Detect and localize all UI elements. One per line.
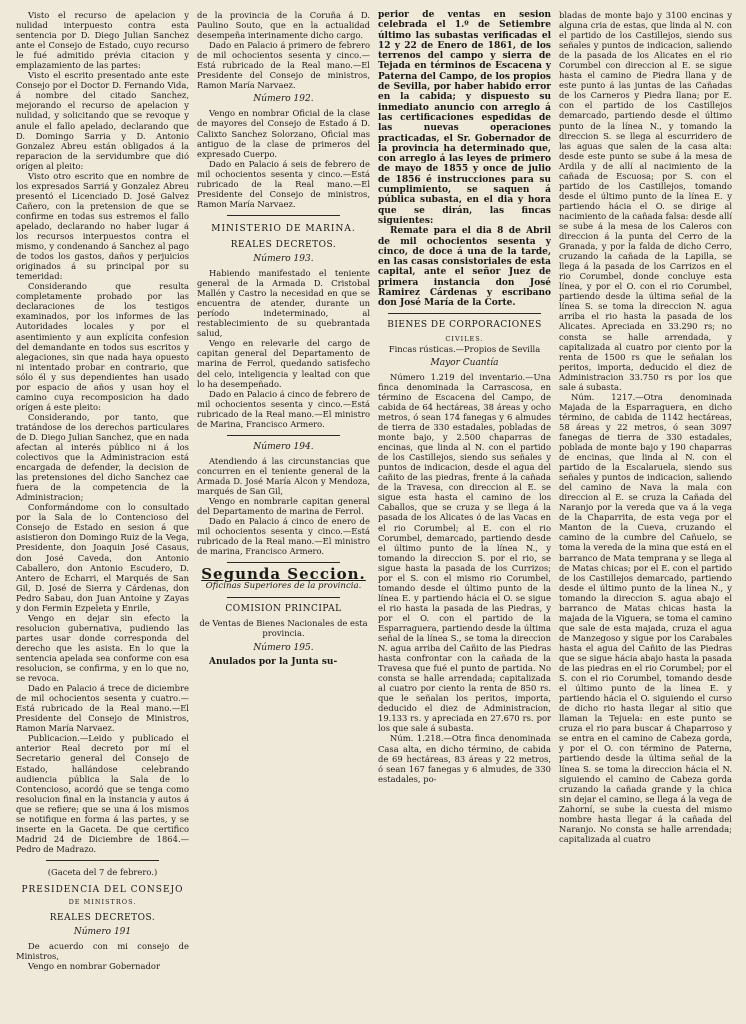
paragraph: Dado en Palacio á primero de febrero de mil ochocientos sesenta y cinco.—Está rubricado de la Real mano.—El Presidente del Consejo de ministros, Ramon María Narvaez. <box>197 40 370 91</box>
paragraph: Vengo en dejar sin efecto la resolucion gubernativa, pudiendo las partes usar donde corresponda del derecho que les asista. En lo que la sentencia apelada sea conforme con esa resolucion, se confirma, y en lo que no, se revoca. <box>16 612 189 684</box>
column-1 <box>16 10 189 1022</box>
paragraph: Núm. 1217.—Otra denominada Majada de la Esparraguera, en dicho término, de cabida de 1142 hectáreas, 58 áreas y 22 metros, ó sean 3097 fanegas de tierra de 330 estadales, poblada de monte bajo y 190 chaparras de encinas, que linda al N. con el partido de la Escalaruela, siendo sus señales y puntos de indicacion, saliendo del camino de Nava la mala con direccion al E. se cruza la Cañada del Naranjo por la vereda que va á la vega de la Chaparrita, de esta vega por el Manton de la Cueva, cruzando el camino de la cumbre del Cañuelo, se toma la vereda de la mina que está en el barranco de Mata temprana y se llega al de Matas chicas; por el E. con el partido de los Castillejos demarcado, partiendo desde el último punto de la línea N., y tomando la direccion S. agua abajo el barranco de Matas chicas hasta la majada de la Viguera, se toma el camino que sale de esta majada, cruza el agua de Manzegoso y sigue por los Carabales hasta el agua del Cañito de las Piedras que se sigue hácia abajo hasta la pasada de las piedras en el rio Corumbel; por el S. con el rio Corumbel, tomando desde el último punto de la línea E. y partiendo hácia el O. siguiendo el curso de dicho rio hasta llegar al sitio que llaman la Tejuela: en este punto se cruza el rio para buscar á Chaparroso y se entra en el camino de Cabeza gorda, y por el O. con término de Paterna, partiendo desde la última señal de la línea S. se toma la direccion hácia el N. siguiendo el camino de Cabeza gorda cruzando la cañada grande y la chica sin dejar el camino, se llega á la vega de Zahorní, se sube la cuesta del mismo nombre hasta llegar á la cañada del Naranjo. No consta se halle arrendada; capitalizada al cuatro <box>559 391 732 844</box>
paragraph: Atendiendo á las circunstancias que concurren en el teniente general de la Armada D. José María Alcon y Mendoza, marqués de San Gil, <box>197 455 370 496</box>
paragraph: Dado en Palacio á seis de febrero de mil ochocientos sesenta y cinco.—Está rubricado de la Real mano.—El Presidente del Consejo de ministros, Ramon María Narvaez. <box>197 158 370 209</box>
paragraph: Dado en Palacio á cinco de febrero de mil ochocientos sesenta y cinco.—Está rubricado de la Real mano.—El ministro de Marina, Francisco Armero. <box>197 388 370 429</box>
column-3 <box>378 10 551 1022</box>
bold-paragraph: Remate para el dia 8 de Abril de mil ochocientos sesenta y cinco, de doce á una de la tarde, en las casas consistoriales de esta capital, ante el señor Juez de primera instancia don José Ramirez Cárdenas y escribano don José María de la Corte. <box>378 226 551 309</box>
paragraph: Habiendo manifestado el teniente general de la Armada D. Cristobal Mallén y Castro la necesidad en que se encuentra de atender, durante un período indeterminado, al restablecimiento de su quebrantada salud, <box>197 268 370 339</box>
section-subtitle: Oficinas Superiores de la provincia. <box>205 581 362 592</box>
paragraph: Visto el escrito presentado ante este Consejo por el Doctor D. Fernando Vida, á nombre del citado Sanchez, mejorando el recurso de apelacion y nulidad, y solicitando que se revoque y anule el fallo apelado, declarando que D. Domingo Sarria y D. Antonio Gonzalez Abreu están obligados á la reparacion de la servidumbre que dió orígen al pleito: <box>16 70 189 171</box>
section-title: Segunda Seccion. <box>201 565 366 584</box>
decree-number: Número 194. <box>253 441 314 452</box>
paragraph: Núm. 1.218.—Otra finca denominada Casa alta, en dicho término, de cabida de 69 hectáreas, 83 áreas y 22 metros, ó sean 167 fanegas y 6 almudes, de 330 estadales, po- <box>378 733 551 784</box>
paragraph: Considerando que resulta completamente probado por las declaraciones de los testigos examinados, por los informes de las Autoridades locales y por el asentimiento y aun explícita confesion del demandante en todos sus escritos y alegaciones, sin que nada haya opuesto ni intentado probar en contrario, que sólo él y sus dependientes han usado por espacio de años y usan hoy el camino cuya recomposicion ha dado orígen á este pleito: <box>16 281 189 412</box>
paragraph: De acuerdo con mi consejo de Ministros, <box>16 941 189 962</box>
paragraph: Vengo en nombrar Oficial de la clase de mayores del Consejo de Estado á D. Calixto Sanchez Solorzano, Oficial mas antiguo de la clase de primeros del expresado Cuerpo. <box>197 108 370 159</box>
decree-number: Mayor Cuantía <box>430 357 499 368</box>
paragraph: Conformándome con lo consultado por la Sala de lo Contencioso del Consejo de Estado en sesion á que asistieron don Domingo Ruiz de la Vega, Presidente, don Joaquin José Casaus, don José Caveda, don Antonio Caballero, don Antonio Escudero, D. Antero de Echarri, el Marqués de San Gil, D. José de Sierra y Cárdenas, don Pedro Sabau, don Juan Antoine y Zayas y don Fermin Ezpeleta y Enrile, <box>16 502 189 613</box>
divider-rule <box>46 860 159 861</box>
paragraph: Vengo en relevarle del cargo de capitan general del Departamento de marina de Ferrol, quedando satisfecho del celo, inteligencia y lealtad con que lo ha desempeñado. <box>197 338 370 389</box>
paragraph: Vengo en nombrarle capitan general del Departamento de marina de Ferrol. <box>197 496 370 517</box>
decree-number: Número 193. <box>253 253 314 264</box>
paragraph: Dado en Palacio á trece de diciembre de mil ochocientos sesenta y cuatro.—Está rubricado de la Real mano.—El Presidente del Consejo de Ministros, Ramon María Narvaez. <box>16 683 189 734</box>
paragraph: Publicacion.—Leido y publicado el anterior Real decreto por mí el Secretario general del Consejo de Estado, hallándose celebrando audiencia pública la Sala de lo Contencioso, acordó que se tenga como resolucion final en la instancia y autos á que se refiere; que se una á los mismos se notifique en forma á las partes, y se inserte en la Gaceta. De que certifico Madrid 24 de Diciembre de 1864.—Pedro de Madrazo. <box>16 733 189 854</box>
divider-rule <box>227 435 340 436</box>
decree-number: Número 195. <box>253 642 314 653</box>
paragraph: Dado en Palacio á cinco de enero de mil ochocientos sesenta y cinco.—Está rubricado de la Real mano.—El ministro de marina, Francisco Armero. <box>197 516 370 557</box>
bold-paragraph: Anulados por la Junta su- <box>209 656 338 667</box>
centered-line: Fincas rústicas.—Propios de Sevilla <box>388 343 541 354</box>
decree-number: Número 191 <box>73 927 132 938</box>
section-heading: BIENES DE CORPORACIONES <box>387 319 542 330</box>
bold-paragraph-continued: perior de ventas en sesion celebrada el 1.º de Setiembre último las subastas verificadas el 12 y 22 de Enero de 1861, de los terrenos del campo y sierra de Tejada en términos de Escacena y Paterna del Campo, de los propios de Sevilla, por haber habido error en la cabida; y dispuesto su inmediato anuncio con arreglo á las certificaciones espedidas de las nuevas operaciones practicadas, el Sr. Gobernador de la provincia ha determinado que, con arreglo á las leyes de primero de mayo de 1855 y once de julio de 1856 é instrucciones para su cumplimiento, se saquen á pública subasta, en el dia y hora que se dirán, las fincas siguientes: <box>378 10 551 226</box>
section-heading: REALES DECRETOS. <box>49 913 156 924</box>
paragraph-continued: bladas de monte bajo y 3100 encinas y alguna cria de estas, que linda al N. con el partido de los Castillejos, siendo sus señales y puntos de indicacion, saliendo de la pasada de los Alicates en el rio Corumbel con direccion al E. se sigue hasta el camino de Piedra llana y de este punto á las juntas de las Cañadas de los Carneros y Piedra llana; por E. con el partido de los Castillejos demarcado, partiendo desde el último punto de la línea N., y tomando la direccion S. se llega al escurridero de las aguas que salen de la casa alta: desde este punto se sube á la mesa de Ardila y de allí al nacimiento de la cañada de Escuosa; por S. con el partido de los Castillejos, tomando desde el último punto de la línea E. y partiendo hácia el O. se dirige al nacimiento de la cañada falsa: desde allí se sube á la mesa de los Caleros con direccion á la punta del Cerro de la Granada, y por la falda de dicho Cerro, cruzando la cañada de la Lapilla, se llega á la pasada de los Carrizos en el rio Corumbel, donde concluye esta línea, y por el O. con el rio Corumbel, partiendo desde la última señal de la línea S. se toma la direccion N. agua arriba el rio hasta la pasada de los Alicates. Apreciada en 33.290 rs; no consta se halle arrendada, y capitalizada al cuatro por ciento por la renta de 1500 rs que le señalan los peritos, importa, deducido el diez de Administracion 33.750 rs por los que sale á subasta. <box>559 10 732 392</box>
centered-line: (Gaceta del 7 de febrero.) <box>47 866 158 877</box>
section-heading: REALES DECRETOS. <box>230 239 337 250</box>
paragraph: Visto el recurso de apelacion y nulidad interpuesto contra esta sentencia por D. Diego Julian Sanchez ante el Consejo de Estado, cuyo recurso le fué admitido prévia citacion y emplazamiento de las partes: <box>16 10 189 71</box>
divider-rule <box>227 215 340 216</box>
divider-rule <box>388 313 541 314</box>
column-4 <box>559 10 732 1022</box>
centered-line: de Ventas de Bienes Nacionales de esta provincia. <box>199 618 368 639</box>
paragraph: Considerando, por tanto, que tratándose de los derechos particulares de D. Diego Julian Sanchez, que en nada afectan al interés público ni á los colectivos que la Administracion está encargada de defender, la decision de las pretensiones del dicho Sanchez cae fuera de la competencia de la Administracion; <box>16 411 189 503</box>
paragraph-continued: de la provincia de la Coruña á D. Paulino Souto, que en la actualidad desempeña interinamente dicho cargo. <box>197 10 370 41</box>
divider-rule <box>227 597 340 598</box>
paragraph: Número 1.219 del inventario.—Una finca denominada la Carrascosa, en término de Escacena del Campo, de cabida de 64 hectáreas, 38 áreas y ocho metros, ó sean 174 fanegas y 6 almudes de tierra de 330 estadales, pobladas de monte bajo, y 2.500 chaparras de encinas, que linda al N. con el partido de los Castillejos, siendo sus señales y puntos de indicacion, desde el agua del cañito de las piedras, frente á la cañada de la Travesa, con direccion al E. se sigue esta hasta el camino de los Caballos, que se cruza y se llega á la pasada de los Alicates ó de las Vacas en el rio Corumbel; al E. con el rio Corumbel, demarcado, partiendo desde el último punto de la línea N., y tomando la direccion S. por el rio, se sigue hasta la pasada de los Currizos; por el S. con el mismo rio Corumbel, tomando desde el último punto de la línea E. y partiendo hácia el O. se sigue el rio hasta la pasada de las Piedras, y por el O. con el partido de la Esparraguera, partiendo desde la última señal de la línea S., se toma la direccion N. agua arriba del Cañito de las Piedras hasta confrontar con la cañada de la Travesa que fué el punto de partida. No consta se halle arrendada; capitalizada al cuatro por ciento la renta de 850 rs. que le señalan los peritos, importa, deducido el diez de Administracion, 19.133 rs. y apreciada en 27.670 rs. por los que sale á subasta. <box>378 371 551 734</box>
small-caps-line: CIVILES. <box>445 334 484 343</box>
divider-rule <box>227 562 340 563</box>
ministry-subheading: DE MINISTROS. <box>68 898 137 907</box>
section-heading: COMISION PRINCIPAL <box>225 604 342 615</box>
paragraph: Vengo en nombrar Gobernador <box>28 961 160 972</box>
column-2 <box>197 10 370 1022</box>
paragraph: Visto otro escrito que en nombre de los expresados Sarriá y Gonzalez Abreu presentó el Licenciado D. José Galvez Cañero, con la pretension de que se confirme en todas sus estremos el fallo apelado, declarando no haber lugar á los recursos interpuestos contra el mismo, y condenando á Sanchez al pago de todos los gastos, daños y perjuicios originados á su principal por su temeridad: <box>16 170 189 282</box>
ministry-heading: PRESIDENCIA DEL CONSEJO <box>21 884 184 895</box>
ministry-heading: MINISTERIO DE MARINA. <box>211 223 356 234</box>
decree-number: Número 192. <box>253 94 314 105</box>
